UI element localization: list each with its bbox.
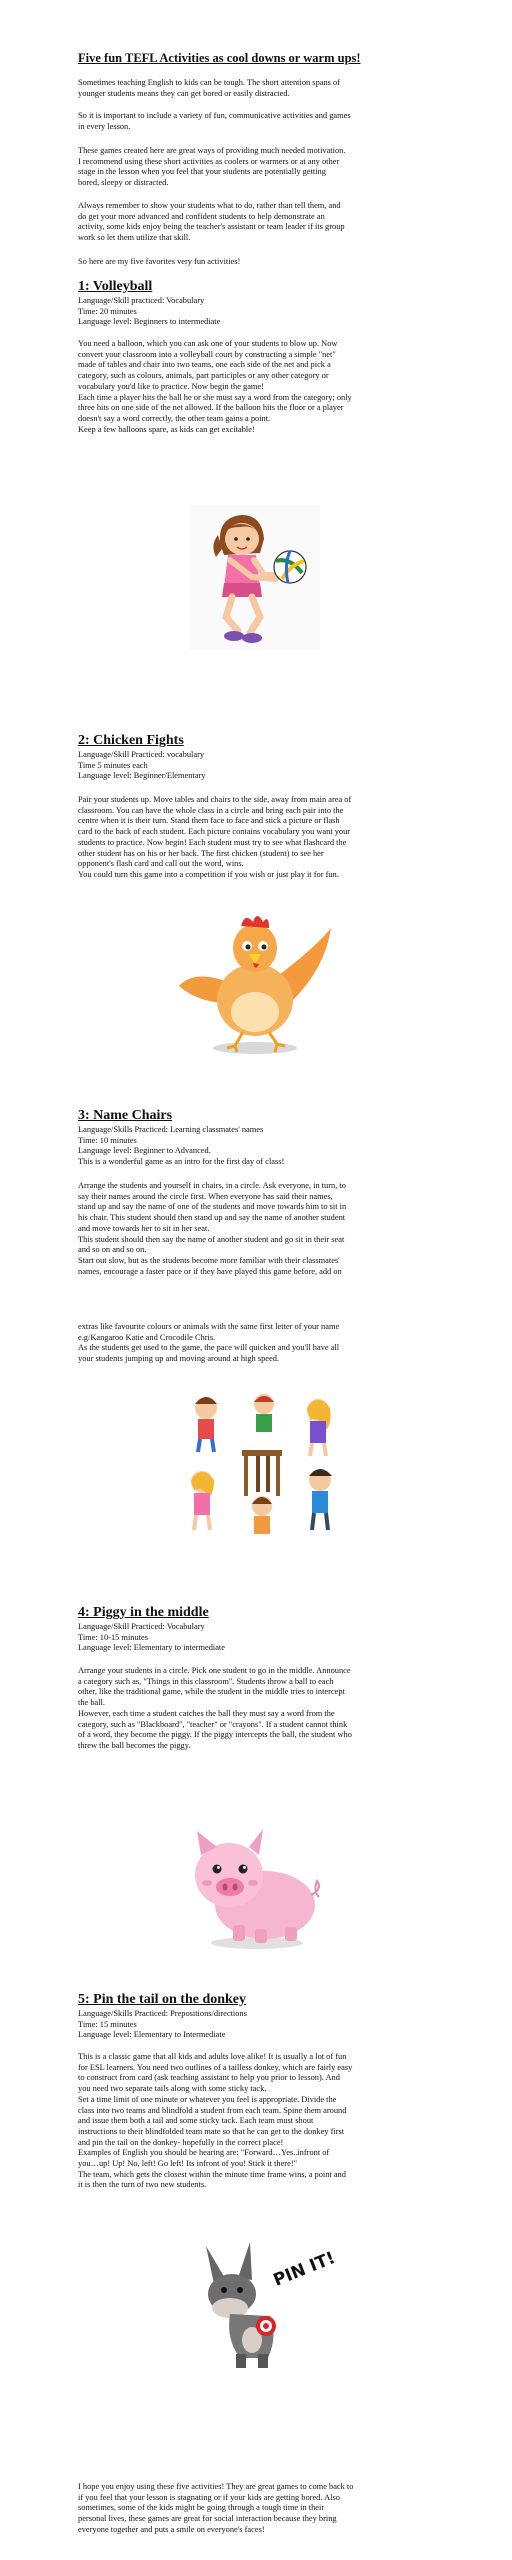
text-line: category, such as colours, animals, part participles or any other category or [78,371,329,381]
text-line: students to practice. Now begin! Each student must try to see what flashcard the [78,837,347,847]
text-line: other student has on his or her back. The first chicken (student) to see her [78,848,324,858]
text-line: Each time a player hits the ball he or she must say a word from the category; only [78,392,352,402]
text-line: Start out slow, but as the students become more familiar with their classmates' [78,1255,340,1265]
text-line: do get your more advanced and confident students to help demonstrate an [78,211,325,221]
text-line: Always remember to show your students what to do, rather than tell them, and [78,201,341,210]
text-line: to construct from card (ask teaching assistant to help you prior to lesson). And [78,2073,340,2083]
text-line: You need a balloon, which you can ask one of your students to blow up. Now [78,339,338,348]
text-line: and so on and so on. [78,1245,147,1255]
text-line: threw the ball becomes the piggy. [78,1740,191,1750]
section-meta-volleyball [78,296,440,328]
meta-time: Time: 10-15 minutes [78,1632,148,1642]
text-line: vocabulary you'd like to practice. Now begin the game! [78,381,264,391]
text-line: you need two separate tails along with some sticky tack. [78,2084,267,2094]
text-line: I hope you enjoy using these five activities! They are great games to come back to [78,2482,354,2491]
text-line: it is then the turn of two new students. [78,2180,207,2190]
text-line: Sometimes teaching English to kids can be tough. The short attention spans of [78,78,340,87]
text-line: sometimes, some of the kids might be going through a tough time in their [78,2503,325,2513]
intro-paragraph-2 [78,111,440,132]
section-body-pin-the-tail [78,2052,440,2191]
meta-skill: Language/Skill practiced: Vocabulary [78,296,205,305]
section-heading-chicken-fights: 2: Chicken Fights [78,733,184,748]
text-line: say their names around the circle first. When everyone has said their names, [78,1191,333,1201]
text-line: instructions to their blindfolded team mate so that he can get to the donkey first [78,2126,345,2136]
chicken-illustration [175,908,335,1058]
text-line: you…up! Up! No, left! Go left! Its infront of you! Stick it there!" [78,2159,298,2169]
intro-paragraph-4 [78,201,440,244]
text-line: made of tables and chair into two teams, one each side of the net and pick a [78,360,331,370]
section-body-piggy-in-the-middle [78,1666,440,1752]
text-line: for ESL learners. You need two outlines of a tailless donkey, which are fairly easy [78,2062,353,2072]
meta-level: Language level: Beginner/Elementary [78,771,206,781]
text-line: These games created here are great ways of providing much needed motivation. [78,146,346,155]
text-line: This student should then say the name of another student and go sit in their seat [78,1234,345,1244]
outro-paragraph [78,2482,440,2536]
meta-skill: Language/Skill Practiced: vocabulary [78,750,205,759]
text-line: your students jumping up and moving around at high speed. [78,1354,279,1364]
text-line: class into two teams and blindfold a student from each team. Spine them around [78,2105,347,2115]
text-line: everyone together and puts a smile on everyone's faces! [78,2524,265,2534]
meta-note: This is a wonderful game as an intro for the first day of class! [78,1157,285,1167]
meta-time: Time 5 minutes each [78,760,148,770]
text-line: category, such as "Blackboard", "teacher" or "crayons". If a student cannot think [78,1719,348,1729]
meta-skill: Language/Skills Practiced: Learning classmates' names [78,1125,264,1134]
text-line: and issue them both a tail and some sticky tack. Each team must shout [78,2116,314,2126]
text-line: Arrange the students and yourself in chairs, in a circle. Ask everyone, in turn, to [78,1181,346,1190]
pig-illustration [185,1825,325,1955]
text-line: his chair. This student should then stand up and say the name of another student [78,1213,346,1223]
text-line: personal lives, these games are great for social interaction because they bring [78,2514,337,2524]
text-line: the ball. [78,1698,105,1708]
text-line: So it is important to include a variety of fun, communicative activities and games [78,111,351,120]
intro-paragraph-3 [78,146,440,189]
section-body-chicken-fights [78,795,440,881]
text-line: names, encourage a faster pace or if they have played this game before, add on [78,1266,342,1276]
text-line: extras like favourite colours or animals with the same first letter of your name [78,1322,340,1331]
text-line: stand up and say the name of one of the students and move towards him to sit in [78,1202,347,1212]
meta-time: Time: 15 minutes [78,2019,137,2029]
text-line: in every lesson. [78,121,131,131]
donkey-illustration [190,2240,339,2370]
section-heading-piggy-in-the-middle: 4: Piggy in the middle [78,1605,209,1620]
text-line: centre when it is their turn. Stand them face to face and stick a picture or flash [78,816,340,826]
text-line: a category such as, "Things in this classroom". Students throw a ball to each [78,1676,334,1686]
meta-level: Language level: Beginner to Advanced. [78,1146,211,1156]
meta-level: Language level: Elementary to Intermediate [78,2030,226,2040]
section-heading-volleyball: 1: Volleyball [78,279,153,294]
text-line: Arrange your students in a circle. Pick one student to go in the middle. Announce [78,1666,351,1675]
text-line: work so let them utilize that skill. [78,233,191,243]
text-line: Set a time limit of one minute or whatever you feel is appropriate. Divide the [78,2094,337,2104]
kids-around-chairs-illustration [170,1390,350,1540]
text-line: So here are my five favorites very fun activities! [78,257,241,266]
section-meta-piggy-in-the-middle [78,1622,440,1654]
document-title: Five fun TEFL Activities as cool downs or warm ups! [78,51,361,65]
text-line: doesn't say a word correctly, the other team gains a point. [78,413,271,423]
section-meta-pin-the-tail [78,2009,440,2041]
meta-skill: Language/Skills Practiced: Prepositions/directions [78,2009,247,2018]
text-line: and move towards her to sit in her seat. [78,1223,210,1233]
text-line: stage in the lesson when you feel that your students are potentially getting [78,167,326,177]
text-line: classroom. You can have the whole class in a circle and bring each pair into the [78,805,344,815]
section-body-volleyball [78,339,440,435]
text-line: You could turn this game into a competition if you wish or just play it for fun. [78,869,339,879]
pin-it-sign-text: PIN IT! [270,2248,339,2291]
section-body-name-chairs [78,1181,440,1277]
text-line: The team, which gets the closest within the minute time frame wins, a point and [78,2169,346,2179]
text-line: bored, sleepy or distracted. [78,178,169,188]
text-line: younger students means they can get bored or easily distracted. [78,88,290,98]
text-line: three hits on one side of the net allowed. If the balloon hits the floor or a player [78,403,344,413]
section-body-name-chairs-continued [78,1322,440,1365]
section-heading-pin-the-tail: 5: Pin the tail on the donkey [78,1992,247,2007]
meta-time: Time: 20 minutes [78,306,137,316]
intro-paragraph-5 [78,257,440,268]
text-line: e.g/Kangaroo Katie and Crocodile Chris. [78,1332,216,1342]
text-line: and pin the tail on the donkey- hopefully in the correct place! [78,2137,284,2147]
text-line: Keep a few balloons spare, as kids can get excitable! [78,424,255,434]
text-line: I recommend using these short activities as coolers or warmers or at any other [78,156,340,166]
section-meta-name-chairs [78,1125,440,1168]
text-line: opponent's flash card and call out the word, wins. [78,859,244,869]
text-line: of a word, they become the piggy. If the piggy intercepts the ball, the student who [78,1730,352,1740]
text-line: However, each time a student catches the ball they must say a word from the [78,1708,335,1718]
section-meta-chicken-fights [78,750,440,782]
text-line: other, like the traditional game, while the student in the middle tries to intercept [78,1687,345,1697]
intro-paragraph-1 [78,78,440,99]
volleyball-girl-illustration [190,505,320,650]
meta-skill: Language/Skill Practiced: Vocabulary [78,1622,205,1631]
text-line: Pair your students up. Move tables and chairs to the side, away from main area of [78,795,352,804]
text-line: Examples of English you should be hearing are: "Forward…Yes..infront of [78,2148,330,2158]
text-line: This is a classic game that all kids and adults love alike! It is usually a lot of fun [78,2052,347,2061]
meta-level: Language level: Beginners to intermediate [78,317,221,327]
text-line: As the students get used to the game, the pace will quicken and you'll have all [78,1343,340,1353]
text-line: card to the back of each student. Each picture contains vocabulary you want your [78,827,351,837]
meta-time: Time: 10 minutes [78,1135,137,1145]
meta-level: Language level: Elementary to intermediate [78,1643,225,1653]
text-line: convert your classroom into a volleyball court by constructing a simple "net" [78,349,336,359]
text-line: if you feel that your lesson is stagnating or if your kids are getting bored. Also [78,2492,340,2502]
text-line: activity, some kids enjoy being the teacher's assistant or team leader if its group [78,222,345,232]
section-heading-name-chairs: 3: Name Chairs [78,1108,173,1123]
